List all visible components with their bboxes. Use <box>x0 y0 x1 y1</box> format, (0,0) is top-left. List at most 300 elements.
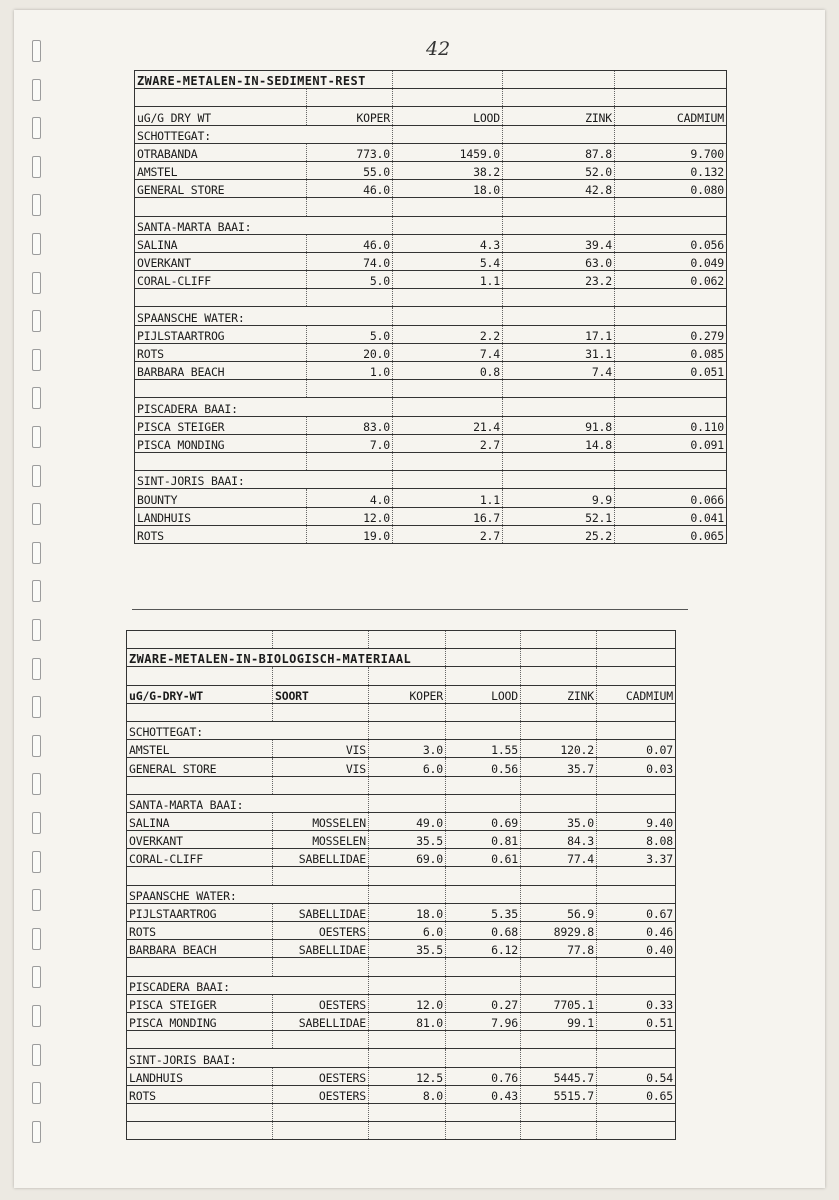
value-cell: 35.7 <box>521 758 597 776</box>
value-cell: 12.0 <box>307 507 393 525</box>
empty-cell <box>273 1103 369 1121</box>
binder-hole <box>32 40 41 62</box>
data-row <box>127 740 676 758</box>
value-cell: 1.1 <box>393 271 503 289</box>
data-row <box>127 940 676 958</box>
empty-cell <box>615 380 727 398</box>
value-cell: 18.0 <box>393 180 503 198</box>
empty-cell <box>127 867 273 885</box>
value-cell: 5.4 <box>393 252 503 270</box>
empty-cell <box>521 794 597 812</box>
data-row <box>135 525 727 543</box>
empty-cell <box>597 721 676 739</box>
empty-cell <box>273 776 369 794</box>
value-cell: 8.0 <box>369 1085 446 1103</box>
empty-cell <box>273 958 369 976</box>
value-cell: 1.0 <box>307 362 393 380</box>
value-cell: 77.4 <box>521 849 597 867</box>
empty-cell <box>597 958 676 976</box>
empty-cell <box>503 380 615 398</box>
section-name: SPAANSCHE WATER: <box>135 307 393 325</box>
empty-cell <box>393 125 503 143</box>
spacer-row <box>135 89 727 107</box>
empty-cell <box>446 1049 521 1067</box>
empty-cell <box>521 1049 597 1067</box>
empty-cell <box>135 198 307 216</box>
empty-cell <box>127 667 273 685</box>
value-cell: 773.0 <box>307 143 393 161</box>
value-cell: 0.279 <box>615 325 727 343</box>
value-cell: 87.8 <box>503 143 615 161</box>
value-cell: 5515.7 <box>521 1085 597 1103</box>
section-name: SPAANSCHE WATER: <box>127 885 369 903</box>
binder-hole <box>32 966 41 988</box>
species-cell: OESTERS <box>273 922 369 940</box>
empty-cell <box>446 1122 521 1140</box>
value-cell: 0.65 <box>597 1085 676 1103</box>
empty-cell <box>597 1103 676 1121</box>
empty-cell <box>307 380 393 398</box>
value-cell: 0.8 <box>393 362 503 380</box>
species-cell: OESTERS <box>273 994 369 1012</box>
spacer-row <box>135 452 727 470</box>
empty-cell <box>615 198 727 216</box>
value-cell: 7705.1 <box>521 994 597 1012</box>
value-cell: 5.0 <box>307 271 393 289</box>
value-cell: 14.8 <box>503 434 615 452</box>
empty-cell <box>273 631 369 649</box>
empty-cell <box>369 885 446 903</box>
site-name: LANDHUIS <box>127 1067 273 1085</box>
empty-cell <box>369 1031 446 1049</box>
site-name: ROTS <box>127 1085 273 1103</box>
empty-cell <box>369 1049 446 1067</box>
value-cell: 0.69 <box>446 812 521 830</box>
site-name: BARBARA BEACH <box>135 362 307 380</box>
empty-cell <box>369 703 446 721</box>
value-cell: 12.5 <box>369 1067 446 1085</box>
value-cell: 39.4 <box>503 234 615 252</box>
value-cell: 31.1 <box>503 343 615 361</box>
value-cell: 0.43 <box>446 1085 521 1103</box>
binder-hole <box>32 658 41 680</box>
value-cell: 35.5 <box>369 940 446 958</box>
value-cell: 56.9 <box>521 903 597 921</box>
value-cell: 4.3 <box>393 234 503 252</box>
data-row <box>127 922 676 940</box>
value-cell: 0.56 <box>446 758 521 776</box>
data-row <box>135 325 727 343</box>
table-title: ZWARE-METALEN-IN-SEDIMENT-REST <box>135 71 393 89</box>
section-name: SCHOTTEGAT: <box>135 125 393 143</box>
value-cell: 0.76 <box>446 1067 521 1085</box>
site-name: BARBARA BEACH <box>127 940 273 958</box>
data-row <box>135 234 727 252</box>
site-name: PISCA STEIGER <box>135 416 307 434</box>
binder-hole <box>32 117 41 139</box>
empty-cell <box>521 958 597 976</box>
table-title: ZWARE-METALEN-IN-BIOLOGISCH-MATERIAAL <box>127 649 446 667</box>
empty-cell <box>615 216 727 234</box>
empty-cell <box>135 89 307 107</box>
value-cell: 20.0 <box>307 343 393 361</box>
spacer-row <box>127 958 676 976</box>
data-row <box>127 849 676 867</box>
empty-cell <box>393 452 503 470</box>
section-name: SCHOTTEGAT: <box>127 721 369 739</box>
biological-metals-table <box>126 630 676 1140</box>
site-name: AMSTEL <box>135 161 307 179</box>
empty-cell <box>393 398 503 416</box>
binder-hole <box>32 735 41 757</box>
binder-hole <box>32 696 41 718</box>
value-cell: 6.12 <box>446 940 521 958</box>
empty-cell <box>369 1122 446 1140</box>
binder-hole <box>32 465 41 487</box>
value-cell: 0.40 <box>597 940 676 958</box>
empty-cell <box>273 667 369 685</box>
section-name: PISCADERA BAAI: <box>135 398 393 416</box>
value-cell: 42.8 <box>503 180 615 198</box>
site-name: PISCA STEIGER <box>127 994 273 1012</box>
site-name: PIJLSTAARTROG <box>127 903 273 921</box>
empty-cell <box>127 1103 273 1121</box>
header-row <box>135 107 727 125</box>
value-cell: 0.041 <box>615 507 727 525</box>
empty-cell <box>446 794 521 812</box>
value-cell: 2.2 <box>393 325 503 343</box>
data-row <box>127 812 676 830</box>
empty-cell <box>307 289 393 307</box>
empty-cell <box>369 867 446 885</box>
species-cell: VIS <box>273 758 369 776</box>
empty-cell <box>615 452 727 470</box>
site-name: OVERKANT <box>135 252 307 270</box>
value-cell: 5.0 <box>307 325 393 343</box>
species-cell: MOSSELEN <box>273 812 369 830</box>
species-cell: VIS <box>273 740 369 758</box>
spacer-row <box>127 703 676 721</box>
empty-cell <box>503 216 615 234</box>
empty-cell <box>446 867 521 885</box>
empty-cell <box>135 452 307 470</box>
empty-cell <box>597 776 676 794</box>
value-cell: 0.080 <box>615 180 727 198</box>
site-name: LANDHUIS <box>135 507 307 525</box>
unit-header: uG/G DRY WT <box>135 107 307 125</box>
binder-hole <box>32 928 41 950</box>
section-row <box>135 216 727 234</box>
value-cell: 0.110 <box>615 416 727 434</box>
empty-cell <box>446 631 521 649</box>
species-cell: SABELLIDAE <box>273 940 369 958</box>
value-cell: 18.0 <box>369 903 446 921</box>
section-name: SANTA-MARTA BAAI: <box>127 794 369 812</box>
value-cell: 46.0 <box>307 234 393 252</box>
value-cell: 3.37 <box>597 849 676 867</box>
value-cell: 0.065 <box>615 525 727 543</box>
empty-cell <box>446 1103 521 1121</box>
value-cell: 17.1 <box>503 325 615 343</box>
data-row <box>135 143 727 161</box>
data-row <box>135 343 727 361</box>
data-row <box>135 180 727 198</box>
empty-cell <box>503 289 615 307</box>
binder-hole <box>32 194 41 216</box>
spacer-row <box>127 667 676 685</box>
value-cell: 21.4 <box>393 416 503 434</box>
empty-cell <box>615 89 727 107</box>
empty-cell <box>521 667 597 685</box>
spacer-row <box>127 1122 676 1140</box>
value-cell: 1.55 <box>446 740 521 758</box>
binder-hole <box>32 1005 41 1027</box>
data-row <box>135 362 727 380</box>
binder-hole <box>32 310 41 332</box>
empty-cell <box>127 1031 273 1049</box>
empty-cell <box>446 976 521 994</box>
empty-cell <box>503 198 615 216</box>
empty-cell <box>597 649 676 667</box>
value-cell: 91.8 <box>503 416 615 434</box>
binder-hole <box>32 580 41 602</box>
site-name: CORAL-CLIFF <box>127 849 273 867</box>
value-cell: 0.056 <box>615 234 727 252</box>
data-row <box>127 994 676 1012</box>
empty-cell <box>393 216 503 234</box>
binder-hole <box>32 1121 41 1143</box>
binder-hole <box>32 426 41 448</box>
empty-cell <box>503 125 615 143</box>
empty-cell <box>503 71 615 89</box>
value-cell: 0.051 <box>615 362 727 380</box>
species-cell: SABELLIDAE <box>273 849 369 867</box>
empty-cell <box>597 794 676 812</box>
data-row <box>135 416 727 434</box>
empty-cell <box>597 867 676 885</box>
empty-cell <box>446 776 521 794</box>
site-name: ROTS <box>135 525 307 543</box>
empty-cell <box>615 307 727 325</box>
empty-cell <box>446 667 521 685</box>
empty-cell <box>521 885 597 903</box>
value-cell: 2.7 <box>393 434 503 452</box>
value-cell: 7.4 <box>393 343 503 361</box>
empty-cell <box>273 703 369 721</box>
spacer-row <box>135 380 727 398</box>
value-cell: 0.51 <box>597 1012 676 1030</box>
column-header: LOOD <box>446 685 521 703</box>
empty-cell <box>393 307 503 325</box>
binder-hole <box>32 79 41 101</box>
empty-cell <box>521 649 597 667</box>
value-cell: 25.2 <box>503 525 615 543</box>
value-cell: 0.07 <box>597 740 676 758</box>
value-cell: 120.2 <box>521 740 597 758</box>
site-name: CORAL-CLIFF <box>135 271 307 289</box>
empty-cell <box>521 1031 597 1049</box>
value-cell: 6.0 <box>369 922 446 940</box>
value-cell: 38.2 <box>393 161 503 179</box>
value-cell: 0.066 <box>615 489 727 507</box>
value-cell: 84.3 <box>521 831 597 849</box>
spacer-row <box>135 198 727 216</box>
value-cell: 5445.7 <box>521 1067 597 1085</box>
binder-hole <box>32 156 41 178</box>
species-cell: MOSSELEN <box>273 831 369 849</box>
empty-cell <box>446 649 521 667</box>
binder-hole <box>32 1082 41 1104</box>
data-row <box>127 758 676 776</box>
value-cell: 0.049 <box>615 252 727 270</box>
column-header: LOOD <box>393 107 503 125</box>
value-cell: 9.40 <box>597 812 676 830</box>
section-row <box>135 471 727 489</box>
value-cell: 3.0 <box>369 740 446 758</box>
section-row <box>127 885 676 903</box>
section-name: PISCADERA BAAI: <box>127 976 369 994</box>
empty-cell <box>307 198 393 216</box>
empty-cell <box>135 289 307 307</box>
empty-cell <box>521 976 597 994</box>
binder-hole <box>32 773 41 795</box>
site-name: OTRABANDA <box>135 143 307 161</box>
binder-hole <box>32 349 41 371</box>
empty-cell <box>615 471 727 489</box>
value-cell: 49.0 <box>369 812 446 830</box>
value-cell: 35.0 <box>521 812 597 830</box>
value-cell: 7.4 <box>503 362 615 380</box>
section-row <box>127 976 676 994</box>
empty-cell <box>521 1103 597 1121</box>
column-header: CADMIUM <box>597 685 676 703</box>
value-cell: 55.0 <box>307 161 393 179</box>
title-row <box>127 649 676 667</box>
value-cell: 63.0 <box>503 252 615 270</box>
column-header: ZINK <box>503 107 615 125</box>
value-cell: 52.0 <box>503 161 615 179</box>
data-row <box>135 252 727 270</box>
value-cell: 0.03 <box>597 758 676 776</box>
binder-hole <box>32 851 41 873</box>
value-cell: 9.700 <box>615 143 727 161</box>
value-cell: 0.085 <box>615 343 727 361</box>
empty-cell <box>127 631 273 649</box>
section-name: SANTA-MARTA BAAI: <box>135 216 393 234</box>
section-row <box>127 1049 676 1067</box>
data-row <box>127 1012 676 1030</box>
site-name: ROTS <box>127 922 273 940</box>
empty-cell <box>127 1122 273 1140</box>
value-cell: 4.0 <box>307 489 393 507</box>
site-name: AMSTEL <box>127 740 273 758</box>
empty-cell <box>369 631 446 649</box>
value-cell: 0.68 <box>446 922 521 940</box>
value-cell: 6.0 <box>369 758 446 776</box>
empty-cell <box>521 867 597 885</box>
value-cell: 5.35 <box>446 903 521 921</box>
empty-cell <box>135 380 307 398</box>
empty-cell <box>446 1031 521 1049</box>
site-name: GENERAL STORE <box>135 180 307 198</box>
data-row <box>135 434 727 452</box>
value-cell: 0.61 <box>446 849 521 867</box>
value-cell: 35.5 <box>369 831 446 849</box>
species-header: SOORT <box>273 685 369 703</box>
value-cell: 8929.8 <box>521 922 597 940</box>
empty-cell <box>273 1122 369 1140</box>
value-cell: 99.1 <box>521 1012 597 1030</box>
empty-cell <box>127 958 273 976</box>
page-number: 42 <box>426 38 451 60</box>
empty-cell <box>393 289 503 307</box>
species-cell: SABELLIDAE <box>273 1012 369 1030</box>
value-cell: 69.0 <box>369 849 446 867</box>
section-row <box>127 794 676 812</box>
data-row <box>135 489 727 507</box>
value-cell: 0.33 <box>597 994 676 1012</box>
empty-cell <box>273 1031 369 1049</box>
value-cell: 74.0 <box>307 252 393 270</box>
empty-cell <box>597 1031 676 1049</box>
binder-hole <box>32 812 41 834</box>
empty-cell <box>503 307 615 325</box>
data-row <box>127 1085 676 1103</box>
site-name: BOUNTY <box>135 489 307 507</box>
binder-hole <box>32 272 41 294</box>
empty-cell <box>597 885 676 903</box>
value-cell: 8.08 <box>597 831 676 849</box>
empty-cell <box>503 89 615 107</box>
binder-hole <box>32 1044 41 1066</box>
value-cell: 1459.0 <box>393 143 503 161</box>
binder-hole <box>32 387 41 409</box>
section-row <box>135 125 727 143</box>
empty-cell <box>597 631 676 649</box>
data-row <box>135 271 727 289</box>
value-cell: 46.0 <box>307 180 393 198</box>
section-row <box>135 307 727 325</box>
site-name: SALINA <box>127 812 273 830</box>
data-row <box>127 903 676 921</box>
empty-cell <box>369 794 446 812</box>
value-cell: 7.96 <box>446 1012 521 1030</box>
binder-hole <box>32 542 41 564</box>
species-cell: SABELLIDAE <box>273 903 369 921</box>
empty-cell <box>597 1049 676 1067</box>
section-name: SINT-JORIS BAAI: <box>127 1049 369 1067</box>
empty-cell <box>615 71 727 89</box>
empty-cell <box>273 867 369 885</box>
section-row <box>127 721 676 739</box>
empty-cell <box>503 471 615 489</box>
value-cell: 0.27 <box>446 994 521 1012</box>
data-row <box>135 161 727 179</box>
data-row <box>127 1067 676 1085</box>
empty-cell <box>521 1122 597 1140</box>
value-cell: 12.0 <box>369 994 446 1012</box>
value-cell: 52.1 <box>503 507 615 525</box>
species-cell: OESTERS <box>273 1085 369 1103</box>
empty-cell <box>307 452 393 470</box>
column-header: KOPER <box>369 685 446 703</box>
empty-cell <box>393 471 503 489</box>
value-cell: 9.9 <box>503 489 615 507</box>
empty-cell <box>369 1103 446 1121</box>
empty-cell <box>597 667 676 685</box>
empty-cell <box>127 776 273 794</box>
value-cell: 7.0 <box>307 434 393 452</box>
